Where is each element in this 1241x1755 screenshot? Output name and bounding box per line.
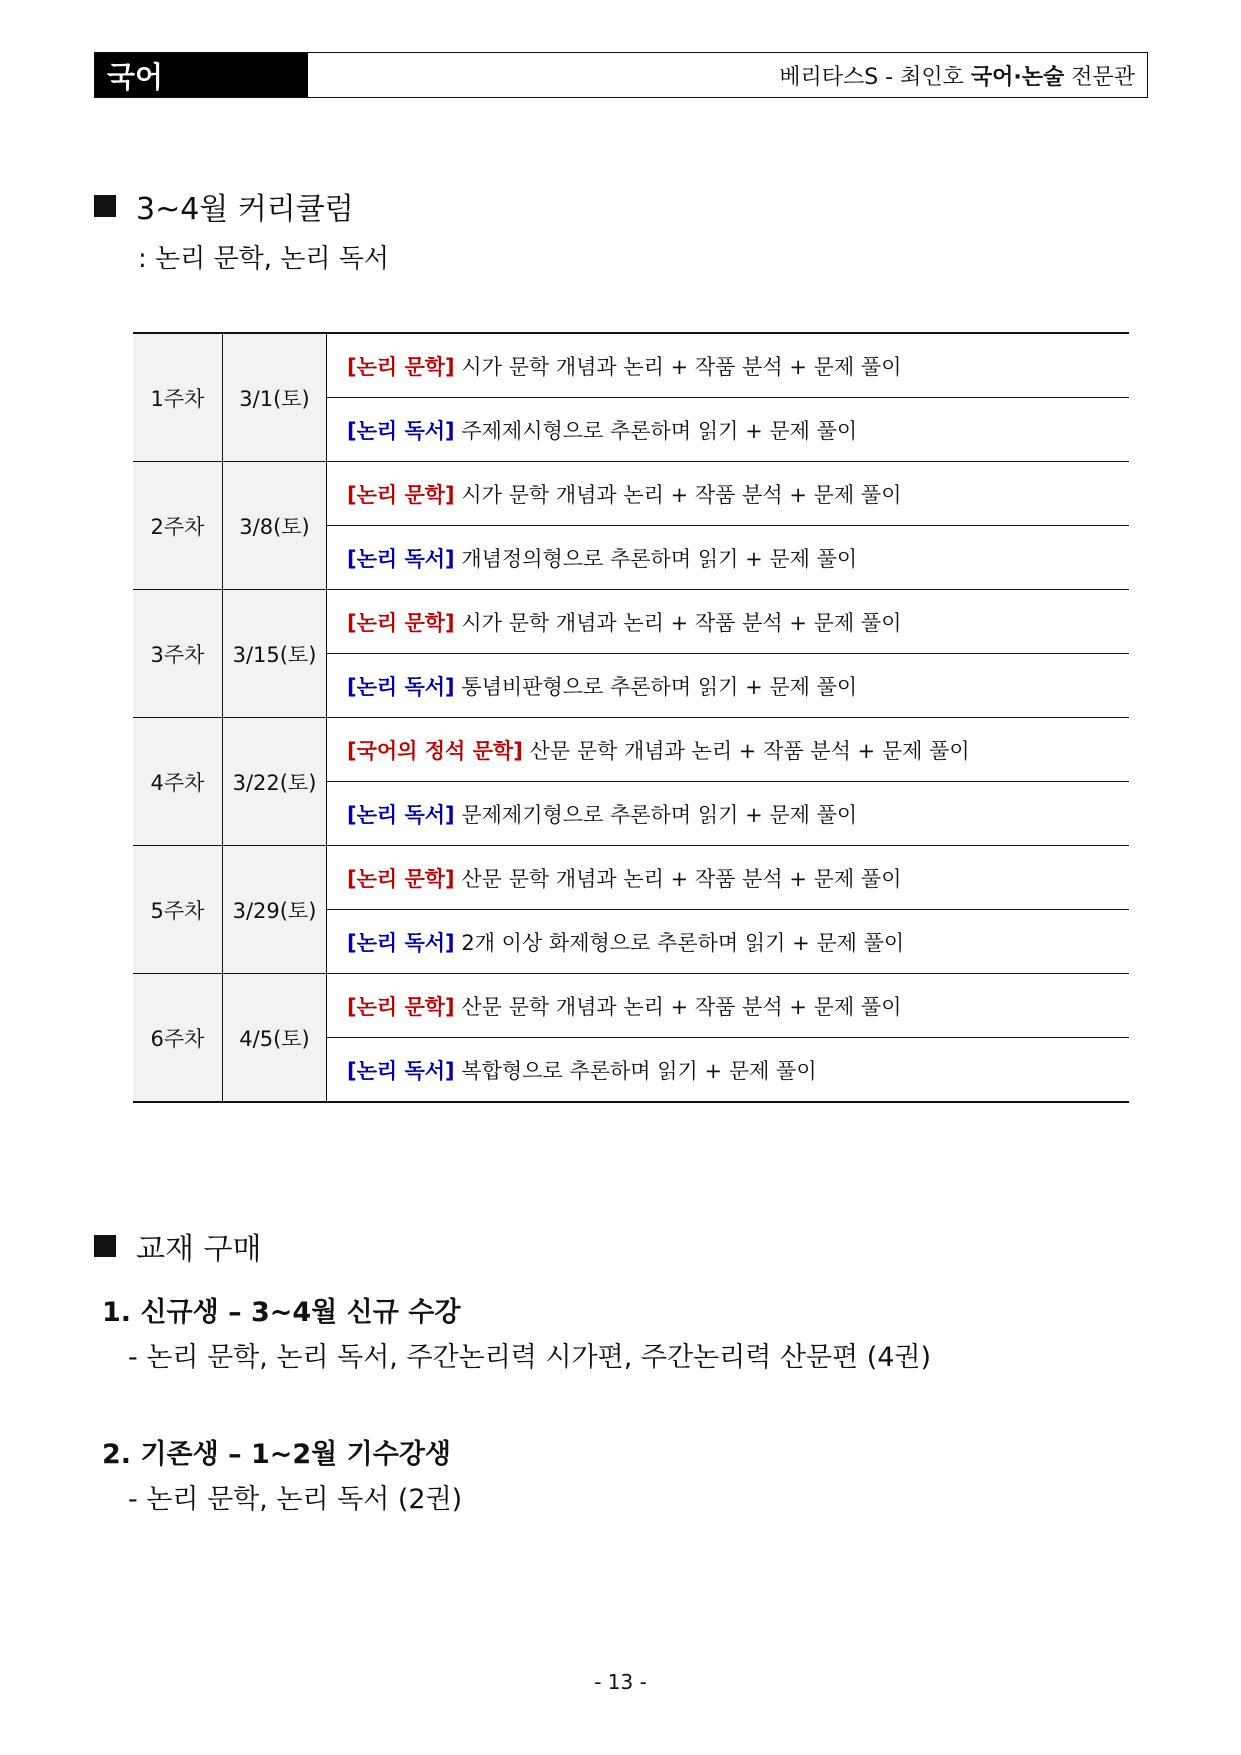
literature-text: 시가 문학 개념과 논리 + 작품 분석 + 문제 풀이 — [461, 610, 902, 635]
literature-content-cell — [327, 846, 1130, 910]
reading-tag: [논리 독서] — [347, 1058, 455, 1083]
textbook-item-2-heading: 2. 기존생 – 1~2월 기수강생 — [102, 1439, 451, 1470]
reading-tag: [논리 독서] — [347, 546, 455, 571]
date-cell: 3/1(토) — [223, 333, 327, 462]
curriculum-row-literature — [133, 846, 1129, 910]
reading-text: 복합형으로 추론하며 읽기 + 문제 풀이 — [461, 1058, 817, 1083]
date-cell: 4/5(토) — [223, 974, 327, 1103]
literature-tag: [논리 문학] — [347, 610, 455, 635]
page-header — [94, 52, 1148, 98]
date-cell: 3/29(토) — [223, 846, 327, 974]
literature-tag: [국어의 정석 문학] — [347, 738, 523, 763]
week-cell: 3주차 — [133, 590, 223, 718]
section-textbook-title — [94, 1224, 261, 1268]
section-textbook-title-text: 교재 구매 — [136, 1232, 262, 1267]
date-cell: 3/8(토) — [223, 462, 327, 590]
literature-tag: [논리 문학] — [347, 866, 455, 891]
curriculum-row-literature — [133, 462, 1129, 526]
section-curriculum-subtitle: : 논리 문학, 논리 독서 — [138, 244, 390, 274]
reading-tag: [논리 독서] — [347, 418, 455, 443]
literature-tag: [논리 문학] — [347, 482, 455, 507]
literature-content-cell — [327, 718, 1130, 782]
reading-text: 통념비판형으로 추론하며 읽기 + 문제 풀이 — [461, 674, 858, 699]
reading-content-cell — [327, 526, 1130, 590]
literature-text: 산문 문학 개념과 논리 + 작품 분석 + 문제 풀이 — [461, 866, 902, 891]
textbook-item-1-list: - 논리 문학, 논리 독서, 주간논리력 시가편, 주간논리력 산문편 (4권) — [128, 1342, 932, 1373]
curriculum-row-literature — [133, 590, 1129, 654]
reading-content-cell — [327, 910, 1130, 974]
curriculum-table — [133, 332, 1129, 1103]
week-cell: 5주차 — [133, 846, 223, 974]
literature-content-cell — [327, 590, 1130, 654]
brand-bold: 국어·논술 — [970, 64, 1065, 90]
literature-text: 시가 문학 개념과 논리 + 작품 분석 + 문제 풀이 — [461, 482, 902, 507]
week-cell: 1주차 — [133, 333, 223, 462]
reading-content-cell — [327, 782, 1130, 846]
literature-text: 시가 문학 개념과 논리 + 작품 분석 + 문제 풀이 — [461, 354, 902, 379]
textbook-item-2-list: - 논리 문학, 논리 독서 (2권) — [128, 1484, 463, 1515]
date-cell: 3/22(토) — [223, 718, 327, 846]
week-cell: 6주차 — [133, 974, 223, 1103]
literature-tag: [논리 문학] — [347, 994, 455, 1019]
section-curriculum-title — [94, 184, 354, 228]
reading-content-cell — [327, 398, 1130, 462]
page-number: - 13 - — [594, 1670, 647, 1694]
square-bullet-icon — [94, 195, 116, 217]
reading-tag: [논리 독서] — [347, 802, 455, 827]
date-cell: 3/15(토) — [223, 590, 327, 718]
section-curriculum-title-text: 3~4월 커리큘럼 — [136, 192, 354, 227]
reading-content-cell — [327, 1038, 1130, 1103]
literature-content-cell — [327, 974, 1130, 1038]
reading-tag: [논리 독서] — [347, 930, 455, 955]
reading-text: 개념정의형으로 추론하며 읽기 + 문제 풀이 — [461, 546, 858, 571]
reading-text: 2개 이상 화제형으로 추론하며 읽기 + 문제 풀이 — [461, 930, 905, 955]
reading-tag: [논리 독서] — [347, 674, 455, 699]
week-cell: 2주차 — [133, 462, 223, 590]
subject-label: 국어 — [95, 53, 308, 97]
reading-text: 문제제기형으로 추론하며 읽기 + 문제 풀이 — [461, 802, 858, 827]
literature-tag: [논리 문학] — [347, 354, 455, 379]
curriculum-row-literature — [133, 974, 1129, 1038]
reading-text: 주제제시형으로 추론하며 읽기 + 문제 풀이 — [461, 418, 858, 443]
brand-title — [308, 53, 1147, 97]
curriculum-row-literature — [133, 333, 1129, 398]
brand-suffix: 전문관 — [1071, 64, 1135, 90]
textbook-item-1-heading: 1. 신규생 – 3~4월 신규 수강 — [102, 1297, 461, 1328]
square-bullet-icon — [94, 1235, 116, 1257]
curriculum-row-literature — [133, 718, 1129, 782]
literature-content-cell — [327, 462, 1130, 526]
literature-text: 산문 문학 개념과 논리 + 작품 분석 + 문제 풀이 — [461, 994, 902, 1019]
brand-prefix: 베리타스S - 최인호 — [779, 64, 964, 90]
reading-content-cell — [327, 654, 1130, 718]
week-cell: 4주차 — [133, 718, 223, 846]
literature-content-cell — [327, 333, 1130, 398]
literature-text: 산문 문학 개념과 논리 + 작품 분석 + 문제 풀이 — [529, 738, 970, 763]
